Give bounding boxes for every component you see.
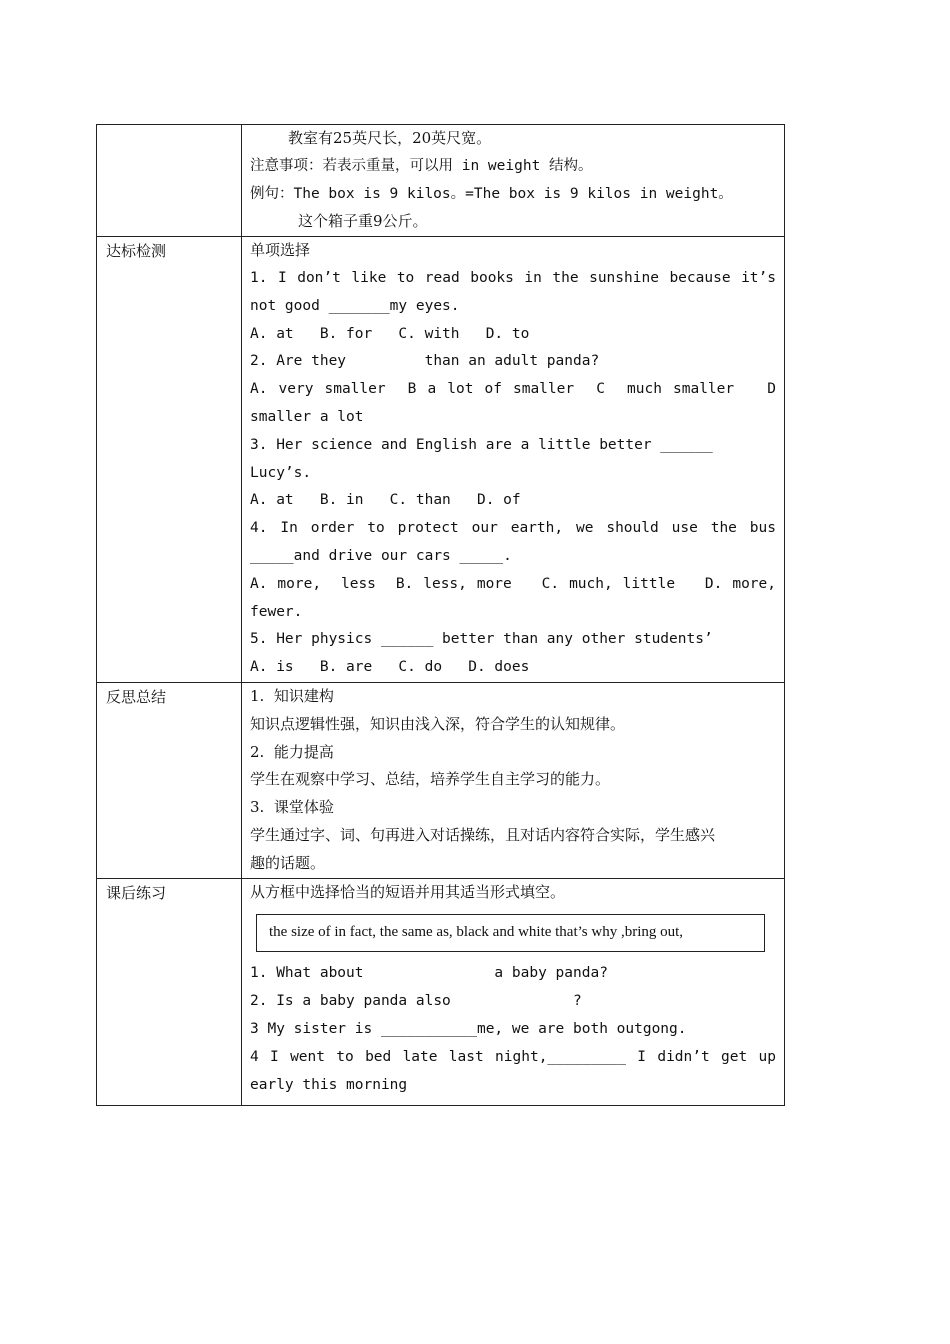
row-content bbox=[242, 878, 785, 1106]
table-row bbox=[97, 682, 785, 878]
row-label: 课后练习 bbox=[97, 878, 242, 1106]
instruction-text: 从方框中选择恰当的短语并用其适当形式填空。 bbox=[250, 882, 566, 901]
options-line: A. more, less B. less, more C. much, little D. more, bbox=[250, 575, 776, 592]
row-label: 反思总结 bbox=[97, 682, 242, 878]
row-content bbox=[242, 682, 785, 878]
exercise-line: 2. Is a baby panda also ? bbox=[250, 993, 582, 1010]
text-line: 3. 课堂体验 bbox=[250, 798, 334, 817]
text-line: 趣的话题。 bbox=[250, 853, 326, 872]
question-line: 3. Her science and English are a little better ______ Lucy’s. bbox=[250, 436, 722, 481]
text-line: 例句：The box is 9 kilos。=The box is 9 kilos in weight。 bbox=[250, 185, 733, 202]
text-line: 1. 知识建构 bbox=[250, 686, 334, 705]
section-heading: 单项选择 bbox=[250, 241, 311, 260]
options-line: fewer. bbox=[250, 603, 303, 620]
text-line: 学生在观察中学习、总结，培养学生自主学习的能力。 bbox=[250, 770, 611, 789]
row-label: 达标检测 bbox=[97, 237, 242, 683]
spacer bbox=[250, 1099, 776, 1105]
text-line: 知识点逻辑性强，知识由浅入深，符合学生的认知规律。 bbox=[250, 714, 626, 733]
options-line: A. very smaller B a lot of smaller C much smaller D bbox=[250, 381, 776, 398]
text-line: 注意事项：若表示重量，可以用 in weight 结构。 bbox=[250, 157, 593, 174]
question-line: 5. Her physics ______ better than any other students’ bbox=[250, 631, 713, 648]
exercise-line: early this morning bbox=[250, 1076, 408, 1093]
row-label bbox=[97, 125, 242, 237]
question-line: 2. Are they than an adult panda? bbox=[250, 353, 600, 370]
table-row bbox=[97, 878, 785, 1106]
lesson-table bbox=[96, 124, 785, 1106]
text-line: 这个箱子重9公斤。 bbox=[298, 212, 428, 231]
text-line: 学生通过字、词、句再进入对话操练，且对话内容符合实际，学生感兴 bbox=[250, 825, 716, 844]
exercise-line: 4 I went to bed late last night,_________ I didn’t get up bbox=[250, 1048, 776, 1065]
options-line: smaller a lot bbox=[250, 408, 364, 425]
text-line: 教室有25英尺长，20英尺宽。 bbox=[288, 129, 492, 147]
options-line: A. is B. are C. do D. does bbox=[250, 659, 530, 676]
question-line: not good _______my eyes. bbox=[250, 297, 460, 314]
question-line: 4. In order to protect our earth, we should use the bus bbox=[250, 520, 776, 537]
options-line: A. at B. in C. than D. of bbox=[250, 492, 521, 509]
table-row bbox=[97, 125, 785, 237]
row-content bbox=[242, 237, 785, 683]
options-line: A. at B. for C. with D. to bbox=[250, 325, 530, 342]
row-content bbox=[242, 125, 785, 237]
exercise-line: 1. What about a baby panda? bbox=[250, 965, 608, 982]
exercise-line: 3 My sister is ___________me, we are both outgong. bbox=[250, 1020, 687, 1037]
text-line: 2. 能力提高 bbox=[250, 742, 334, 761]
question-line: _____and drive our cars _____. bbox=[250, 547, 512, 564]
table-row bbox=[97, 237, 785, 683]
phrase-box: the size of in fact, the same as, black and white that’s why ,bring out, bbox=[256, 914, 765, 952]
question-line: 1. I don’t like to read books in the sunshine because it’s bbox=[250, 269, 776, 286]
